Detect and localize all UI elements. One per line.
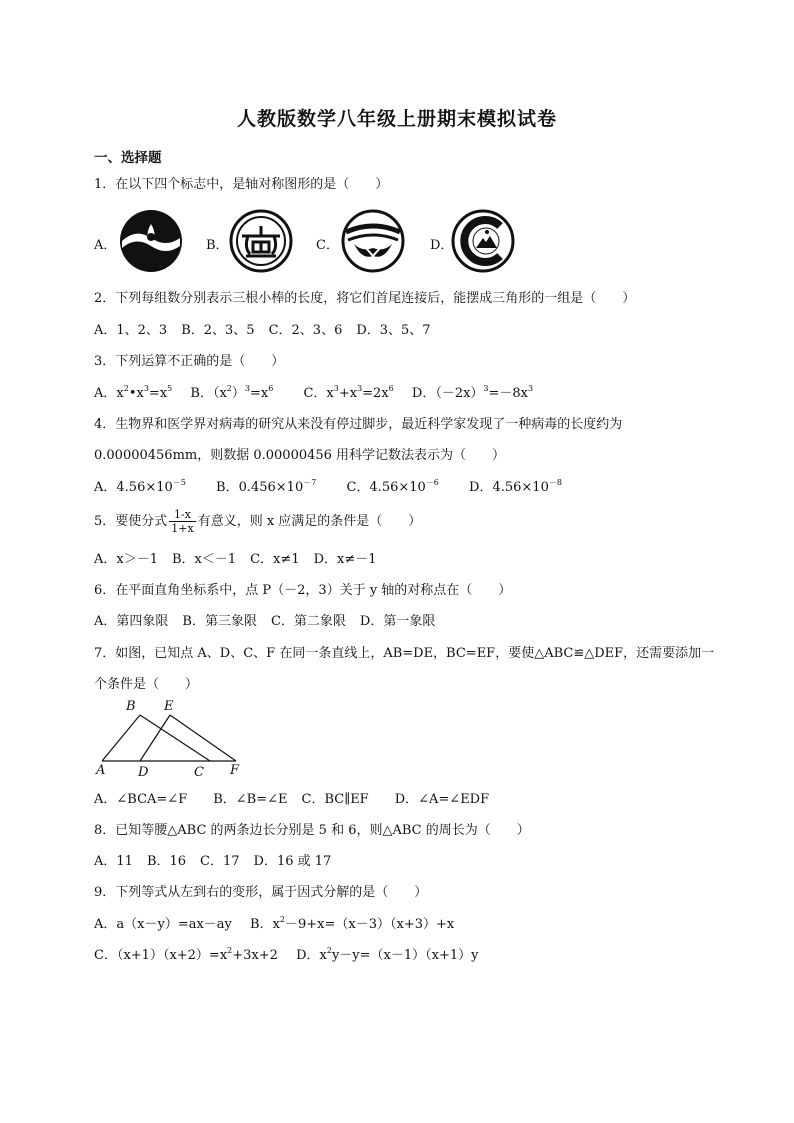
triangle-figure [92, 697, 252, 785]
point-d-label: D [138, 765, 149, 780]
logo-b-icon [228, 208, 294, 274]
point-a-label: A [96, 763, 106, 778]
question-8-stem: 8．已知等腰△ABC 的两条边长分别是 5 和 6，则△ABC 的周长为（ ） [94, 823, 530, 838]
option-c: C．2、3、6 [268, 323, 343, 338]
option-b: B．$(x^2)^3=x^6$ [190, 384, 274, 401]
option-a: A．∠BCA=∠F [94, 792, 188, 807]
question-6-stem: 6．在平面直角坐标系中，点 P（－2，3）关于 y 轴的对称点在（ ） [94, 583, 512, 598]
option-b: B．$x^2-9+x=(x-3)(x+3)+x$ [250, 915, 455, 932]
option-d: D．3、5、7 [356, 323, 431, 338]
section-heading: 一、选择题 [94, 150, 162, 166]
question-1-options [94, 204, 524, 282]
question-7-stem-line-1: 7．如图，已知点 A、D、C、F 在同一条直线上，AB=DE，BC=EF，要使△ABC≌△DEF，还需要添加一 [94, 646, 715, 661]
option-a: A．1、2、3 [94, 323, 168, 338]
option-b: B．$0.456\times 10^{-7}$ [216, 478, 317, 495]
option-a: A．11 [94, 854, 133, 869]
option-a: A．$x^2•x^3=x^5$ [94, 384, 173, 401]
page-title: 人教版数学八年级上册期末模拟试卷 [236, 108, 557, 130]
question-8-options [94, 853, 345, 871]
option-b: B．x＜－1 [172, 552, 237, 567]
question-2-options [94, 322, 445, 340]
option-c-label: C． [316, 238, 339, 253]
option-d-label: D． [430, 238, 454, 253]
option-d: D．第一象限 [359, 614, 436, 629]
question-9-options-ab [94, 916, 468, 934]
point-f-label: F [230, 763, 240, 778]
option-b-label: B． [206, 238, 229, 253]
option-c: C．第二象限 [270, 614, 346, 629]
option-d: D．$4.56\times 10^{-8}$ [469, 478, 562, 495]
question-5-stem: 5．要使分式 $\frac{1-x}{1+x}$ 有意义，则 x 应满足的条件是（ ） [94, 508, 422, 535]
logo-a-icon [118, 208, 184, 274]
question-4-stem-line-2: 0.00000456mm，则数据 0.00000456 用科学记数法表示为（ ） [94, 448, 506, 463]
question-5-options [94, 551, 391, 569]
question-2-stem: 2．下列每组数分别表示三根小棒的长度，将它们首尾连接后，能摆成三角形的一组是（ ） [94, 291, 636, 306]
point-c-label: C [194, 765, 204, 780]
option-d: D．x≠－1 [313, 552, 377, 567]
option-c: C．BC∥EF [301, 792, 369, 807]
option-c: C．17 [200, 854, 240, 869]
logo-d-icon [450, 208, 516, 274]
question-7-options [94, 791, 503, 809]
option-a-label: A． [94, 238, 117, 253]
point-e-label: E [164, 699, 174, 714]
option-a: A．第四象限 [94, 614, 169, 629]
question-4-options [94, 479, 576, 497]
option-d: D．∠A=∠EDF [394, 792, 490, 807]
option-d: D．16 或 17 [253, 854, 332, 869]
option-d: D．$(-2x)^3=-8x^3$ [411, 384, 534, 401]
option-c: C．$4.56\times 10^{-6}$ [346, 478, 439, 495]
option-c: C．$x^3+x^3=2x^6$ [303, 384, 394, 401]
question-3-stem: 3．下列运算不正确的是（ ） [94, 354, 285, 369]
option-a: A．$4.56\times 10^{-5}$ [94, 478, 186, 495]
question-9-options-cd [94, 947, 492, 965]
fraction: $\frac{1-x}{1+x}$ [171, 508, 194, 535]
logo-c-icon [340, 208, 406, 274]
option-b: B．16 [146, 854, 187, 869]
option-b: B．第三象限 [182, 614, 257, 629]
question-4-stem-line-1: 4．生物界和医学界对病毒的研究从来没有停过脚步，最近科学家发现了一种病毒的长度约为 [94, 417, 623, 432]
option-b: B．∠B=∠E [213, 792, 288, 807]
question-7-stem-line-2: 个条件是（ ） [94, 677, 199, 692]
question-9-stem: 9．下列等式从左到右的变形，属于因式分解的是（ ） [94, 885, 428, 900]
option-a: A．a（x－y）=ax－ay [94, 917, 232, 932]
question-1-stem: 1．在以下四个标志中，是轴对称图形的是（ ） [94, 177, 389, 192]
option-b: B．2、3、5 [181, 323, 255, 338]
option-a: A．x＞－1 [94, 552, 158, 567]
question-3-options [94, 385, 547, 403]
point-b-label: B [126, 699, 136, 714]
option-c: C．$(x+1)(x+2)=x^2+3x+2$ [94, 946, 278, 963]
option-c: C．x≠1 [250, 552, 300, 567]
question-6-options [94, 613, 449, 631]
option-d: D．$x^2y-y=(x-1)(x+1)y$ [296, 946, 479, 963]
